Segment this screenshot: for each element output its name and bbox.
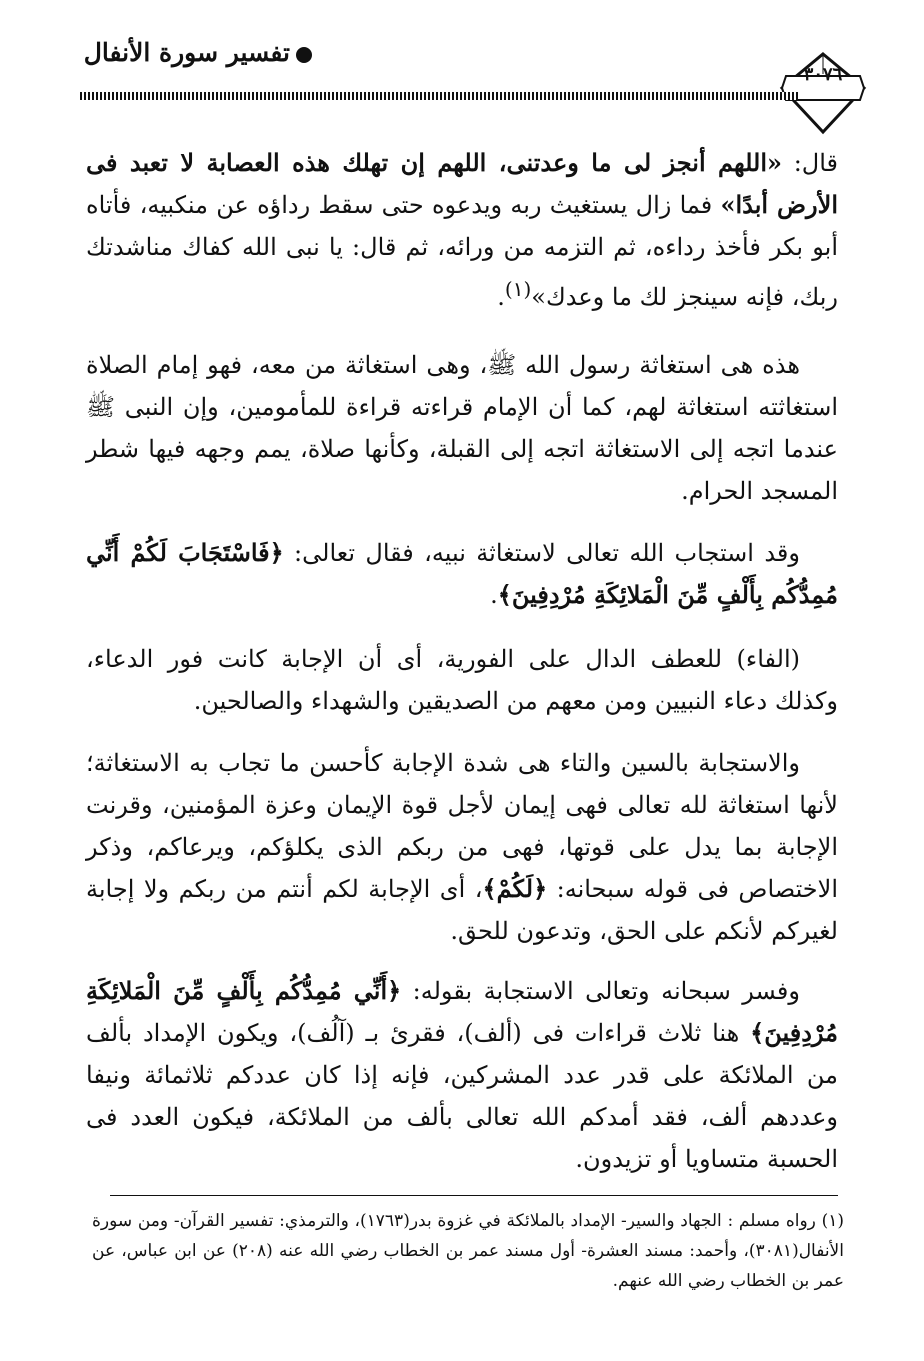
quran-verse-2: ﴿أَنِّي مُمِدُّكُم بِأَلْفٍ مِّنَ الْمَلائِكَةِ مُرْدِفِينَ﴾ — [86, 976, 838, 1047]
quran-verse: ﴿فَاسْتَجَابَ لَكُمْ أَنِّي مُمِدُّكُم بِأَلْفٍ مِّنَ الْمَلائِكَةِ مُرْدِفِينَ﴾ — [86, 538, 838, 609]
p1-intro: قال: — [782, 149, 838, 177]
paragraph-3 — [86, 532, 838, 616]
running-header — [83, 38, 312, 67]
footnote-divider — [110, 1195, 838, 1196]
p5-text-a: والاستجابة بالسين والتاء هى شدة الإجابة كأحسن ما تجاب به الاستغاثة؛ لأنها استغاثة لله تعالى فهى إيمان لأجل قوة الإيمان وعزة المؤمنين، وقرنت الإجابة بما يدل على قوتها، فهى من ربكم الذى يكلؤكم، ويرعاكم، وذكر الاختصاص فى قوله سبحانه: — [86, 749, 838, 903]
p6-text-b: هنا ثلاث قراءات فى (ألف)، فقرئ بـ (آلُف)، ويكون الإمداد بألف من الملائكة على قدر عدد المشركين، فإنه إذا كان عددكم ثلاثمائة ونيفا وعددهم ألف، فقد أمدكم الله تعالى بألف من الملائكة، فيكون العدد فى الحسبة متساويا أو تزيدون. — [86, 1019, 839, 1173]
footnote-ref: (١) — [504, 277, 532, 301]
ornament-icon — [296, 47, 312, 63]
footnote: (١) رواه مسلم : الجهاد والسير- الإمداد بالملائكة في غزوة بدر(١٧٦٣)، والترمذي: تفسير القرآن- ومن سورة الأنفال(٣٠٨١)، وأحمد: مسند العشرة- أول مسند عمر بن الخطاب رضي الله عنه (٢٠٨) عن ابن عباس، عن عمر بن الخطاب رضي الله عنهم. — [92, 1211, 845, 1291]
p1-end: . — [497, 283, 505, 311]
hadith-quote: «اللهم أنجز لى ما وعدتنى، اللهم إن تهلك هذه العصابة لا تعبد فى الأرض أبدًا» — [86, 148, 838, 219]
paragraph-6 — [86, 970, 838, 1180]
quran-word: ﴿لَكُمْ﴾ — [482, 874, 548, 903]
paragraph-2: هذه هى استغاثة رسول الله ﷺ، وهى استغاثة من معه، فهو إمام الصلاة استغاثته استغاثة لهم، كما أن الإمام قراءته قراءة للمأمومين، وإن النبى ﷺ عندما اتجه إلى الاستغاثة اتجه إلى القبلة، وكأنها صلاة، يمم وجهه فيها شطر المسجد الحرام. — [86, 351, 838, 505]
p5-text-b: ، أى الإجابة لكم أنتم من ربكم ولا إجابة لغيركم لأنكم على الحق، وتدعون للحق. — [86, 875, 838, 945]
page-number: ٣٠٧٦ — [803, 64, 843, 85]
p3-end: . — [490, 581, 498, 609]
paragraph-4: (الفاء) للعطف الدال على الفورية، أى أن الإجابة كانت فور الدعاء، وكذلك دعاء النبيين ومن معهم من الصديقين والشهداء والصالحين. — [86, 645, 838, 715]
header-title-text: تفسير سورة الأنفال — [83, 38, 290, 67]
paragraph-5 — [86, 742, 838, 952]
p3-text: وقد استجاب الله تعالى لاستغاثة نبيه، فقال تعالى: — [283, 539, 800, 567]
p1-text: فما زال يستغيث ربه ويدعوه حتى سقط رداؤه عن منكبيه، فأتاه أبو بكر فأخذ رداءه، ثم التزمه من ورائه، ثم قال: يا نبى الله كفاك مناشدتك ربك، فإنه سينجز لك ما وعدك» — [86, 191, 838, 311]
p6-text-a: وفسر سبحانه وتعالى الاستجابة بقوله: — [401, 977, 800, 1005]
paragraph-1 — [86, 142, 838, 318]
header-divider — [80, 92, 798, 100]
